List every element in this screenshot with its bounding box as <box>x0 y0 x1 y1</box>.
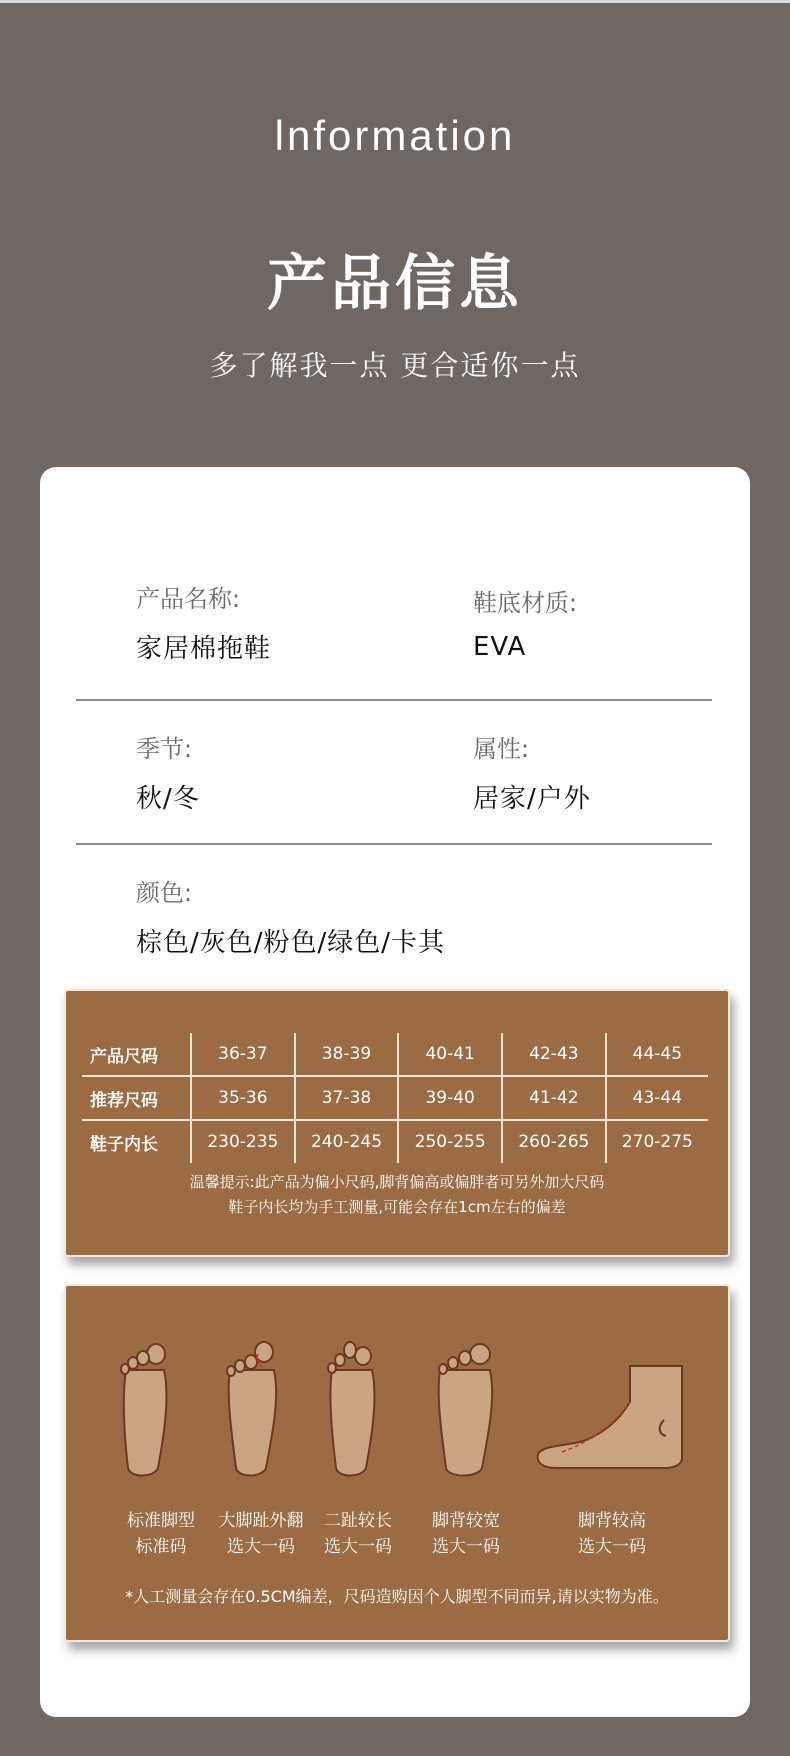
english-title: lnformation <box>274 112 516 159</box>
attribute-label: 属性: <box>473 735 530 763</box>
table-cell: 250-255 <box>398 1120 502 1163</box>
season-field <box>136 729 200 815</box>
divider <box>76 843 712 845</box>
sole-material-value: EVA <box>473 632 527 662</box>
table-cell: 270-275 <box>606 1120 708 1163</box>
divider <box>76 699 712 701</box>
size-chart-panel <box>64 989 730 1257</box>
page-subtitle: 多了解我一点 更合适你一点 <box>209 349 581 382</box>
table-cell: 37-38 <box>295 1076 399 1120</box>
foot-type-name: 脚背较高 <box>578 1511 646 1531</box>
color-value: 棕色/灰色/粉色/绿色/卡其 <box>136 928 446 958</box>
table-cell: 44-45 <box>606 1033 708 1076</box>
row-header: 鞋子内长 <box>82 1120 191 1163</box>
foot-type-label <box>106 1508 216 1560</box>
product-name-value: 家居棉拖鞋 <box>136 634 272 664</box>
wide-instep-foot-icon <box>432 1336 498 1482</box>
table-cell: 36-37 <box>191 1033 295 1076</box>
table-cell: 40-41 <box>398 1033 502 1076</box>
foot-type-label <box>308 1508 408 1560</box>
season-value: 秋/冬 <box>136 784 200 814</box>
size-note-line-1: 温馨提示:此产品为偏小尺码,脚背偏高或偏胖者可另外加大尺码 <box>189 1173 605 1191</box>
foot-guide-panel <box>64 1284 730 1642</box>
row-header: 产品尺码 <box>90 1046 158 1067</box>
foot-type-advice: 选大一码 <box>324 1537 392 1557</box>
top-border <box>0 0 790 3</box>
table-cell: 260-265 <box>502 1120 606 1163</box>
table-cell: 230-235 <box>191 1120 295 1163</box>
color-field <box>136 873 445 959</box>
foot-type-name: 大脚趾外翻 <box>218 1511 304 1531</box>
table-cell: 39-40 <box>398 1076 502 1120</box>
table-row <box>82 1120 708 1163</box>
table-cell: 38-39 <box>295 1033 399 1076</box>
product-name-label: 产品名称: <box>136 585 241 613</box>
foot-type-advice: 选大一码 <box>227 1537 295 1557</box>
size-note-line-2: 鞋子内长均为手工测量,可能会存在1cm左右的偏差 <box>228 1198 566 1216</box>
table-row <box>82 1076 708 1120</box>
standard-foot-icon <box>112 1336 176 1482</box>
foot-type-name: 脚背较宽 <box>432 1511 500 1531</box>
foot-type-advice: 选大一码 <box>432 1537 500 1557</box>
bunion-foot-icon <box>218 1336 284 1482</box>
product-name-field <box>136 579 271 665</box>
foot-type-advice: 选大一码 <box>578 1537 646 1557</box>
foot-type-name: 二趾较长 <box>324 1511 392 1531</box>
row-header: 推荐尺码 <box>82 1076 191 1120</box>
foot-type-name: 标准脚型 <box>127 1511 195 1531</box>
attribute-value: 居家/户外 <box>473 784 591 814</box>
measurement-disclaimer: *人工测量会存在0.5CM编差，尺码造购因个人脚型不同而异,请以实物为准。 <box>125 1587 669 1606</box>
sole-material-field <box>473 583 577 662</box>
high-instep-foot-icon <box>534 1362 686 1472</box>
size-table <box>82 1033 708 1163</box>
page-title: 产品信息 <box>267 249 523 319</box>
table-cell: 240-245 <box>295 1120 399 1163</box>
foot-type-advice: 标准码 <box>135 1537 187 1557</box>
table-row <box>82 1033 708 1076</box>
table-cell: 35-36 <box>191 1076 295 1120</box>
season-label: 季节: <box>136 735 193 763</box>
color-label: 颜色: <box>136 879 193 907</box>
foot-type-label <box>562 1508 662 1560</box>
table-cell: 43-44 <box>606 1076 708 1120</box>
foot-type-label <box>416 1508 516 1560</box>
table-cell: 41-42 <box>502 1076 606 1120</box>
table-cell: 42-43 <box>502 1033 606 1076</box>
attribute-field <box>473 729 591 815</box>
sole-material-label: 鞋底材质: <box>473 589 578 617</box>
foot-type-label <box>206 1508 316 1560</box>
long-second-toe-foot-icon <box>322 1336 382 1482</box>
